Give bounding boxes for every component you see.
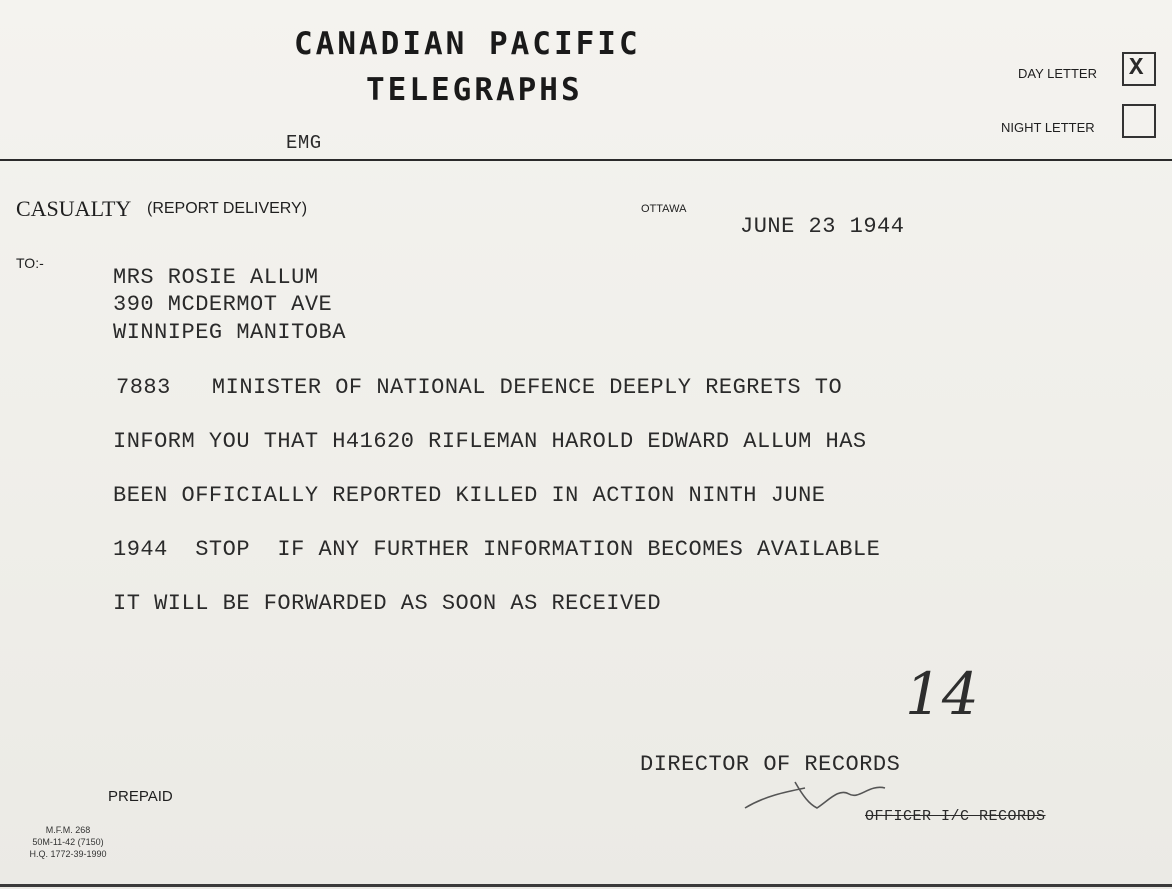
message-line: 1944 STOP IF ANY FURTHER INFORMATION BECOMES AVAILABLE bbox=[113, 537, 881, 562]
message-line: 7883 MINISTER OF NATIONAL DEFENCE DEEPLY REGRETS TO bbox=[116, 375, 843, 400]
message-line: INFORM YOU THAT H41620 RIFLEMAN HAROLD EDWARD ALLUM HAS bbox=[113, 429, 867, 454]
office-code: EMG bbox=[286, 132, 322, 154]
form-number-line: M.F.M. 268 bbox=[45, 825, 91, 835]
officer-line: OFFICER I/C RECORDS bbox=[865, 808, 1046, 825]
header-divider bbox=[0, 159, 1172, 161]
night-letter-label: NIGHT LETTER bbox=[1001, 120, 1095, 135]
sender-title: DIRECTOR OF RECORDS bbox=[640, 752, 901, 777]
date: JUNE 23 1944 bbox=[740, 214, 905, 239]
company-name-line2: TELEGRAPHS bbox=[366, 72, 583, 108]
message-type-note: (REPORT DELIVERY) bbox=[147, 200, 308, 217]
day-letter-label: DAY LETTER bbox=[1018, 66, 1097, 81]
to-label: TO:- bbox=[16, 255, 44, 271]
company-name-line1: CANADIAN PACIFIC bbox=[294, 26, 641, 62]
bottom-edge bbox=[0, 884, 1172, 887]
message-type: CASUALTY bbox=[16, 196, 132, 221]
form-number-block bbox=[18, 824, 118, 860]
message-line: BEEN OFFICIALLY REPORTED KILLED IN ACTION NINTH JUNE bbox=[113, 483, 826, 508]
recipient-name: MRS ROSIE ALLUM bbox=[113, 265, 319, 290]
form-number-line: 50M-11-42 (7150) bbox=[32, 837, 104, 847]
day-letter-mark: X bbox=[1129, 55, 1144, 82]
form-number-line: H.Q. 1772-39-1990 bbox=[29, 849, 107, 859]
prepaid-label: PREPAID bbox=[108, 788, 173, 805]
recipient-city: WINNIPEG MANITOBA bbox=[113, 320, 346, 345]
recipient-street: 390 MCDERMOT AVE bbox=[113, 292, 333, 317]
origin-label: OTTAWA bbox=[641, 203, 687, 215]
day-letter-checkbox bbox=[1122, 52, 1156, 86]
message-line: IT WILL BE FORWARDED AS SOON AS RECEIVED bbox=[113, 591, 662, 616]
night-letter-checkbox bbox=[1122, 104, 1156, 138]
handwritten-number: 14 bbox=[905, 660, 979, 728]
